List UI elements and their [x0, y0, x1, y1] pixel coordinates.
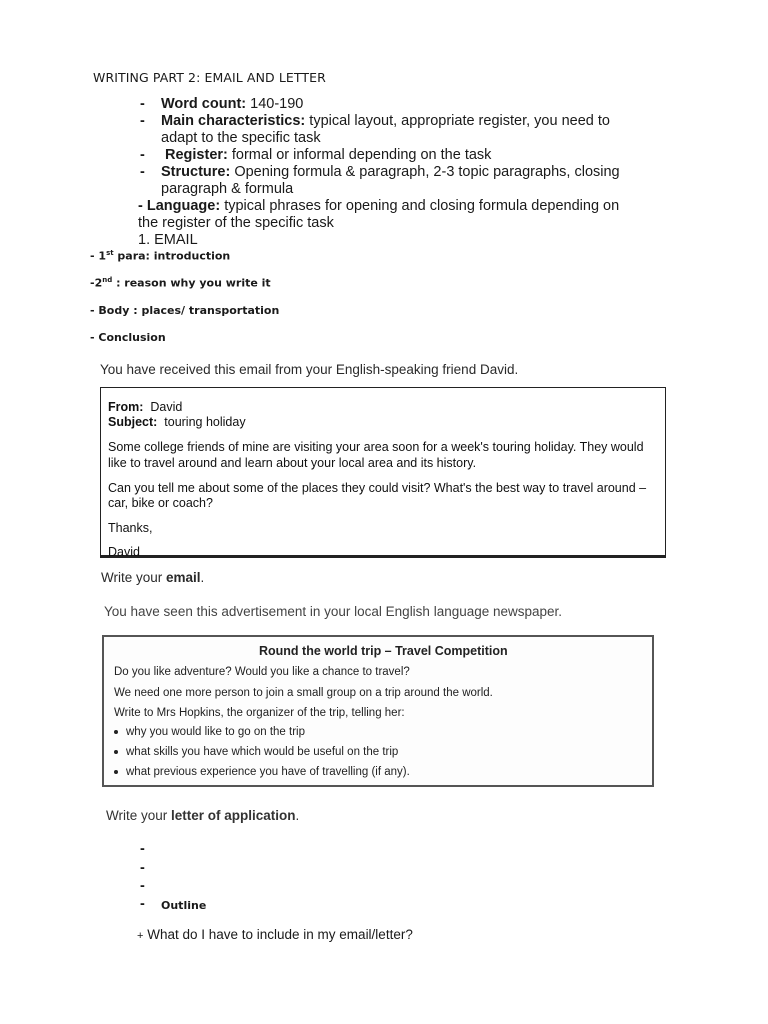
task1-intro: You have received this email from your English-speaking friend David.: [100, 362, 519, 377]
advertisement-box: [102, 635, 654, 787]
main-characteristics-line2: adapt to the specific task: [161, 130, 321, 146]
task2-instruction: Write your letter of application.: [106, 808, 300, 823]
email-signature: David: [108, 545, 140, 559]
dash-bullet: -: [140, 147, 145, 163]
ad-line2: We need one more person to join a small group on a trip around the world.: [114, 687, 493, 699]
bullet-dot-icon: [114, 770, 118, 774]
outline-label: Outline: [161, 899, 207, 912]
email-box: [100, 387, 666, 558]
dash-bullet: -: [140, 96, 145, 112]
dash-bullet: -: [140, 860, 145, 876]
dash-bullet: -: [140, 841, 145, 857]
outline-question: + What do I have to include in my email/letter?: [137, 927, 413, 942]
plus-icon: +: [137, 930, 144, 942]
bullet-dot-icon: [114, 730, 118, 734]
email-subject: Subject: touring holiday: [108, 415, 246, 429]
email-from: From: David: [108, 400, 183, 414]
page-heading: WRITING PART 2: EMAIL AND LETTER: [93, 70, 326, 85]
task2-intro: You have seen this advertisement in your local English language newspaper.: [104, 604, 563, 619]
ad-title: Round the world trip – Travel Competition: [259, 644, 508, 658]
note-body: - Body : places/ transportation: [90, 304, 280, 317]
email-subheading: 1. EMAIL: [138, 232, 198, 248]
email-thanks: Thanks,: [108, 521, 153, 535]
task1-instruction: Write your email.: [101, 570, 205, 585]
structure-item: Structure: Opening formula & paragraph, 2-3 topic paragraphs, closing: [161, 164, 620, 180]
email-paragraph1: Some college friends of mine are visiting your area soon for a week's touring holiday. They would: [108, 440, 644, 454]
ad-bullet-item: why you would like to go on the trip: [114, 726, 305, 738]
dash-bullet: -: [140, 896, 145, 912]
ad-bullet-item: what previous experience you have of travelling (if any).: [114, 766, 410, 778]
bullet-dot-icon: [114, 750, 118, 754]
ad-line1: Do you like adventure? Would you like a chance to travel?: [114, 666, 410, 678]
ad-bullet-item: what skills you have which would be useful on the trip: [114, 746, 398, 758]
dash-bullet: -: [140, 164, 145, 180]
language-item: - Language: typical phrases for opening and closing formula depending on: [138, 198, 620, 214]
note-intro: - 1st para: introduction: [90, 249, 231, 263]
structure-line2: paragraph & formula: [161, 181, 294, 197]
register-item: Register: formal or informal depending on the task: [165, 147, 492, 163]
email-paragraph2-line2: car, bike or coach?: [108, 496, 213, 510]
language-line2: the register of the specific task: [138, 215, 334, 231]
note-conclusion: - Conclusion: [90, 331, 166, 344]
main-characteristics-item: Main characteristics: typical layout, appropriate register, you need to: [161, 113, 610, 129]
note-reason: -2nd : reason why you write it: [90, 276, 271, 290]
email-paragraph1-line2: like to travel around and learn about your local area and its history.: [108, 456, 477, 470]
word-count-item: Word count: 140-190: [161, 96, 304, 112]
ad-line3: Write to Mrs Hopkins, the organizer of the trip, telling her:: [114, 707, 405, 719]
dash-bullet: -: [140, 113, 145, 129]
email-paragraph2: Can you tell me about some of the places they could visit? What's the best way to travel around –: [108, 481, 647, 495]
dash-bullet: -: [140, 878, 145, 894]
